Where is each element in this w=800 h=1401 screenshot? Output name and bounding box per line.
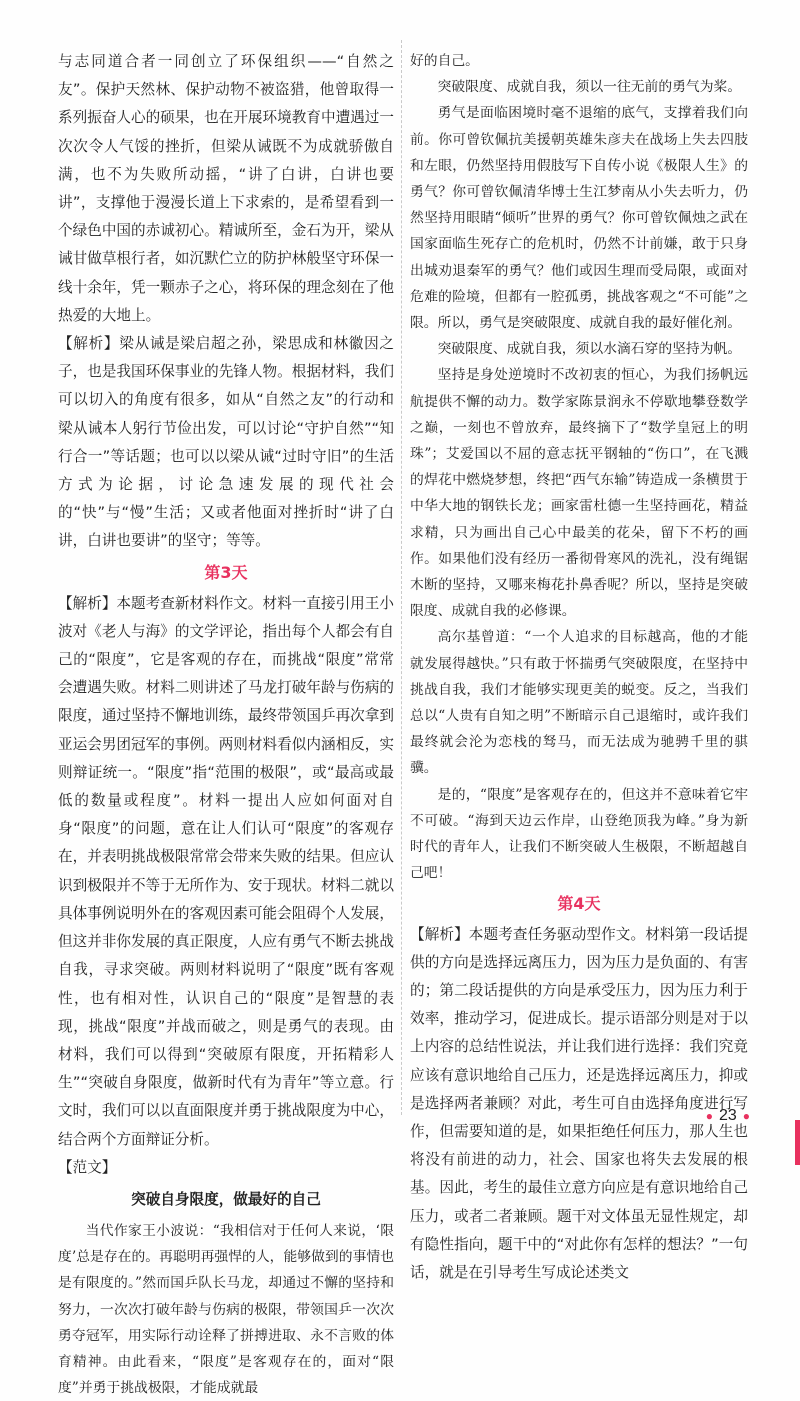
essay-paragraph: 勇气是面临困境时毫不退缩的底气，支撑着我们向前。你可曾钦佩抗美援朝英雄朱彦夫在战场上失去四肢和左眼，仍然坚持用假肢写下自传小说《极限人生》的勇气？你可曾钦佩清华博士生江梦南从小失去听力，仍然坚持用眼睛“倾听”世界的勇气？你可曾钦佩烛之武在国家面临生死存亡的危机时，仍然不计前嫌，敢于只身出城劝退秦军的勇气？他们或因生理而受局限，或面对危难的险境，但都有一腔孤勇，挑战客观之“不可能”之限。所以，勇气是突破限度、成就自我的最好催化剂。 [410, 105, 748, 332]
essay-paragraph: 突破限度、成就自我，须以水滴石穿的坚持为帆。 [437, 341, 742, 358]
analysis-paragraph: 【解析】本题考查新材料作文。材料一直接引用王小波对《老人与海》的文学评论，指出每个人都会有自己的“限度”，它是客观的存在，而挑战“限度”常常会遭遇失败。材料二则讲述了马龙打破年龄与伤病的限度，通过坚持不懈地训练，最终带领国乒再次拿到亚运会男团冠军的事例。两则材料看似内涵相反，实则辩证统一。“限度”指“范围的极限”，或“最高或最低的数量或程度”。材料一提出人应如何面对自身“限度”的问题，意在让人们认可“限度”的客观存在，并表明挑战极限常常会带来失败的结果。但应认识到极限并不等于无所作为、安于现状。材料二就以具体事例说明外在的客观因素可能会阻碍个人发展，但这并非你发展的真正限度，人应有勇气不断去挑战自我，寻求突破。两则材料说明了“限度”既有客观性，也有相对性，认识自己的“限度”是智慧的表现，挑战“限度”并战而破之，则是勇气的表现。由材料，我们可以得到“突破原有限度，开拓精彩人生”“突破自身限度，做新时代有为青年”等立意。行文时，我们可以以直面限度并勇于挑战限度为中心，结合两个方面辩证分析。 [58, 594, 394, 1148]
column-divider [401, 40, 402, 1115]
page-footer [700, 1107, 756, 1125]
right-column [410, 48, 748, 1287]
dot-icon: ● [705, 1109, 713, 1123]
day-heading: 第3天 [204, 562, 248, 582]
essay-paragraph: 是的，“限度”是客观存在的，但这并不意味着它牢不可破。“海到天边云作岸，山登绝顶我为峰。”身为新时代的青年人，让我们不断突破人生极限，不断超越自己吧！ [410, 786, 748, 882]
analysis-paragraph: 【解析】梁从诫是梁启超之孙，梁思成和林徽因之子，也是我国环保事业的先锋人物。根据材料，我们可以切入的角度有很多，如从“自然之友”的行动和梁从诫本人躬行节俭出发，可以讨论“守护自然”“知行合一”等话题；也可以以梁从诫“过时守旧”的生活方式为论据，讨论急速发展的现代社会的“快”与“慢”生活；又或者他面对挫折时“讲了白讲，白讲也要讲”的坚守；等等。 [58, 335, 394, 550]
essay-paragraph: 坚持是身处逆境时不改初衷的恒心，为我们扬帆远航提供不懈的动力。数学家陈景润永不停歇地攀登数学之巅，一刻也不曾放弃，最终摘下了“数学皇冠上的明珠”；艾爱国以不屈的意志抚平钢轴的“伤口”，在飞溅的焊花中燃烧梦想，终把“西气东输”铸造成一条横贯于中华大地的钢铁长龙；画家雷杜德一生坚持画花，精益求精，只为画出自己心中最美的花朵，留下不朽的画作。如果他们没有经历一番彻骨寒风的洗礼，没有绳锯木断的坚持，又哪来梅花扑鼻香呢？所以，坚持是突破限度、成就自我的必修课。 [410, 367, 748, 620]
day-heading: 第4天 [557, 893, 601, 913]
essay-title: 突破自身限度，做最好的自己 [131, 1190, 321, 1208]
essay-paragraph: 当代作家王小波说：“我相信对于任何人来说，‘限度’总是存在的。再聪明再强悍的人，能够做到的事情也是有限度的。”然而国乒队长马龙，却通过不懈的坚持和努力，一次次打破年龄与伤病的极限，带领国乒一次次勇夺冠军，用实际行动诠释了拼搏进取、永不言败的体育精神。由此看来，“限度”是客观存在的，面对“限度”并勇于挑战极限，才能成就最 [58, 1222, 394, 1397]
essay-paragraph: 突破限度、成就自我，须以一往无前的勇气为桨。 [437, 79, 742, 96]
analysis-paragraph: 【解析】本题考查任务驱动型作文。材料第一段话提供的方向是选择远离压力，因为压力是负面的、有害的；第二段话提供的方向是承受压力，因为压力利于效率，推动学习，促进成长。提示语部分则是对于以上内容的总结性说法，并让我们进行选择：我们究竟应该有意识地给自己压力，还是选择远离压力，抑或是选择两者兼顾？对此，考生可自由选择角度进行写作，但需要知道的是，如果拒绝任何压力，那人生也将没有前进的动力，社会、国家也将失去发展的根基。因此，考生的最佳立意方向应是有意识地给自己压力，或者二者兼顾。题干对文体虽无显性规定，却有隐性指向，题干中的“对此你有怎样的想法？”一句话，就是在引导考生写成论述类文 [410, 925, 748, 1281]
sample-essay-label: 【范文】 [58, 1158, 117, 1176]
page-edge-tab [795, 1120, 800, 1165]
essay-paragraph: 好的自己。 [410, 53, 479, 69]
dot-icon: ● [742, 1109, 750, 1123]
paragraph: 与志同道合者一同创立了环保组织——“自然之友”。保护天然林、保护动物不被盗猎，他曾取得一系列振奋人心的硕果，也在开展环境教育中遭遇过一次次令人气馁的挫折，但梁从诫既不为成就骄傲自满，也不为失败所动摇，“讲了白讲，白讲也要讲”，支撑他于漫漫长道上下求索的，是希望看到一个绿色中国的赤诚初心。精诚所至，金石为开，梁从诫甘做草根行者，如沉默伫立的防护林般坚守环保一线十余年，凭一颗赤子之心，将环保的理念刻在了他热爱的大地上。 [58, 53, 394, 324]
page-number: 23 [718, 1107, 737, 1124]
left-column [58, 48, 394, 1401]
essay-paragraph: 高尔基曾道：“一个人追求的目标越高，他的才能就发展得越快。”只有敢于怀揣勇气突破限度，在坚持中挑战自我，我们才能够实现更美的蜕变。反之，当我们总以“人贵有自知之明”不断暗示自己退缩时，或许我们最终就会沦为恋栈的驽马，而无法成为驰骋千里的骐骥。 [410, 629, 748, 777]
